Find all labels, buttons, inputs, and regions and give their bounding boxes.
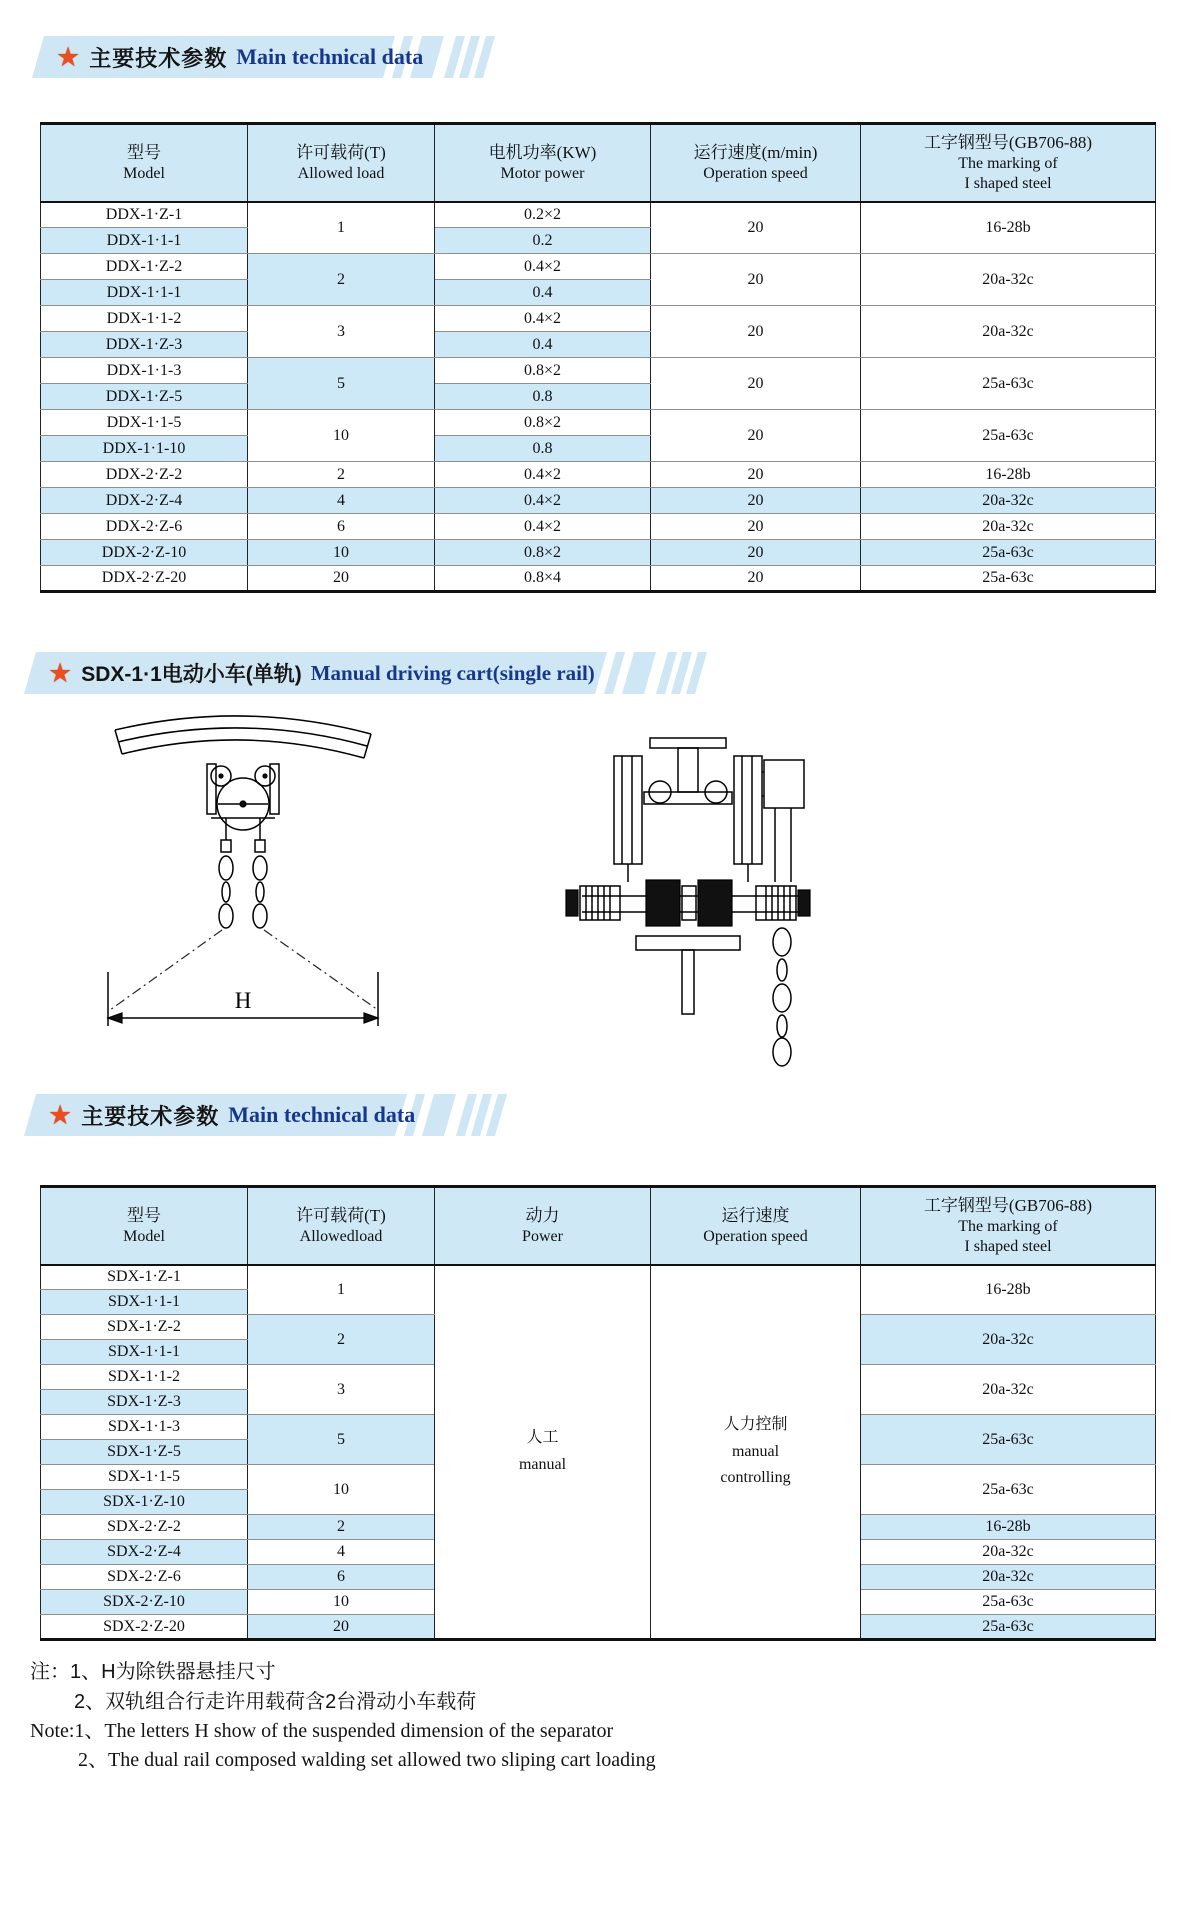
model-cell: SDX-1·1-2 — [41, 1365, 248, 1390]
model-cell: SDX-2·Z-4 — [41, 1540, 248, 1565]
load-cell: 20 — [248, 1615, 435, 1640]
power-cell: 0.2×2 — [435, 202, 651, 228]
steel-cell: 20a-32c — [861, 1565, 1156, 1590]
steel-cell: 20a-32c — [861, 254, 1156, 306]
note-en-line-1: Note:1、The letters H show of the suspended dimension of the separator — [30, 1720, 614, 1742]
note-zh-line-2: 2、双轨组合行走许用载荷含2台滑动小车载荷 — [74, 1691, 477, 1713]
section-title-zh: 主要技术参数 — [81, 1103, 220, 1129]
speed-cell: 20 — [651, 202, 861, 254]
steel-cell: 25a-63c — [861, 1590, 1156, 1615]
model-cell: SDX-1·Z-2 — [41, 1315, 248, 1340]
column-header: 运行速度(m/min) Operation speed — [651, 124, 861, 202]
model-cell: DDX-1·1-2 — [41, 306, 248, 332]
steel-cell: 25a-63c — [861, 1415, 1156, 1465]
suspension-hooks — [221, 818, 265, 852]
steel-cell: 20a-32c — [861, 306, 1156, 358]
power-cell: 0.8×2 — [435, 358, 651, 384]
column-header: 许可载荷(T) Allowedload — [248, 1187, 435, 1265]
power-cell: 0.8×4 — [435, 566, 651, 592]
column-header: 许可载荷(T) Allowed load — [248, 124, 435, 202]
model-cell: SDX-1·1-5 — [41, 1465, 248, 1490]
section-title-en: Manual driving cart(single rail) — [310, 660, 595, 685]
model-cell: SDX-1·Z-10 — [41, 1490, 248, 1515]
note-zh-line-1: 注：1、H为除铁器悬挂尺寸 — [30, 1661, 276, 1683]
i-beam-section — [644, 738, 732, 804]
model-cell: DDX-1·Z-1 — [41, 202, 248, 228]
load-cell: 5 — [248, 1415, 435, 1465]
model-cell: SDX-1·1-1 — [41, 1340, 248, 1365]
load-cell: 4 — [248, 488, 435, 514]
model-cell: DDX-1·1-1 — [41, 280, 248, 306]
model-cell: SDX-1·Z-1 — [41, 1265, 248, 1290]
lower-bracket — [636, 936, 740, 1014]
load-cell: 6 — [248, 514, 435, 540]
model-cell: DDX-1·Z-2 — [41, 254, 248, 280]
hoist-body — [217, 778, 269, 830]
column-header: 电机功率(KW) Motor power — [435, 124, 651, 202]
model-cell: SDX-1·Z-5 — [41, 1440, 248, 1465]
model-cell: DDX-1·1-1 — [41, 228, 248, 254]
speed-cell: 20 — [651, 358, 861, 410]
steel-cell: 16-28b — [861, 462, 1156, 488]
load-cell: 3 — [248, 306, 435, 358]
section-header-main-technical-data-1 — [38, 36, 438, 78]
section-header-main-technical-data-2 — [30, 1094, 450, 1136]
power-cell: 0.4 — [435, 332, 651, 358]
power-cell: 0.8 — [435, 384, 651, 410]
load-cell: 2 — [248, 462, 435, 488]
power-cell: 0.2 — [435, 228, 651, 254]
model-cell: SDX-1·1-3 — [41, 1415, 248, 1440]
model-cell: SDX-2·Z-20 — [41, 1615, 248, 1640]
model-cell: SDX-2·Z-10 — [41, 1590, 248, 1615]
speed-cell: 20 — [651, 254, 861, 306]
section-title-zh: SDX-1·1电动小车(单轨) — [81, 663, 302, 686]
steel-cell: 20a-32c — [861, 1365, 1156, 1415]
power-cell: 0.8×2 — [435, 540, 651, 566]
steel-cell: 25a-63c — [861, 540, 1156, 566]
power-cell: 0.4×2 — [435, 462, 651, 488]
load-cell: 20 — [248, 566, 435, 592]
speed-cell: 20 — [651, 410, 861, 462]
steel-cell: 16-28b — [861, 1515, 1156, 1540]
speed-cell: 人力控制 manual controlling — [651, 1265, 861, 1640]
column-header: 运行速度 Operation speed — [651, 1187, 861, 1265]
model-cell: SDX-1·Z-3 — [41, 1390, 248, 1415]
column-header: 型号 Model — [41, 124, 248, 202]
model-cell: DDX-2·Z-6 — [41, 514, 248, 540]
section-header-sdx-manual-cart — [30, 652, 650, 694]
power-cell: 0.4 — [435, 280, 651, 306]
ddx-technical-data-table — [40, 122, 1156, 593]
power-cell: 0.8×2 — [435, 410, 651, 436]
steel-cell: 20a-32c — [861, 1540, 1156, 1565]
h-dimension-line — [108, 972, 378, 1026]
steel-cell: 25a-63c — [861, 410, 1156, 462]
wheel-axle-assembly — [566, 880, 810, 926]
steel-cell: 20a-32c — [861, 514, 1156, 540]
technical-drawings — [0, 700, 1200, 1085]
column-header: 工字钢型号(GB706-88) The marking of I shaped steel — [861, 124, 1156, 202]
column-header: 型号 Model — [41, 1187, 248, 1265]
speed-cell: 20 — [651, 306, 861, 358]
star-icon: ★ — [48, 1099, 73, 1130]
section-title-zh: 主要技术参数 — [89, 45, 228, 71]
speed-cell: 20 — [651, 566, 861, 592]
steel-cell: 25a-63c — [861, 1465, 1156, 1515]
model-cell: DDX-2·Z-10 — [41, 540, 248, 566]
model-cell: DDX-1·Z-5 — [41, 384, 248, 410]
load-cell: 10 — [248, 410, 435, 462]
load-cell: 1 — [248, 202, 435, 254]
load-cell: 1 — [248, 1265, 435, 1315]
load-cell: 2 — [248, 1315, 435, 1365]
speed-cell: 20 — [651, 462, 861, 488]
load-cell: 3 — [248, 1365, 435, 1415]
model-cell: SDX-1·1-1 — [41, 1290, 248, 1315]
section-title-en: Main technical data — [236, 44, 424, 69]
curved-rail — [115, 716, 371, 758]
hand-chain — [773, 928, 791, 1066]
power-cell: 0.4×2 — [435, 306, 651, 332]
trolley-side-view-diagram — [566, 738, 810, 1066]
trolley-frame-plates — [614, 756, 762, 882]
power-cell: 0.4×2 — [435, 514, 651, 540]
steel-cell: 25a-63c — [861, 1615, 1156, 1640]
load-cell: 2 — [248, 254, 435, 306]
speed-cell: 20 — [651, 514, 861, 540]
steel-cell: 25a-63c — [861, 566, 1156, 592]
speed-cell: 20 — [651, 488, 861, 514]
power-cell: 人工 manual — [435, 1265, 651, 1640]
speed-cell: 20 — [651, 540, 861, 566]
h-dimension-label: H — [234, 988, 252, 1013]
steel-cell: 25a-63c — [861, 358, 1156, 410]
model-cell: DDX-2·Z-2 — [41, 462, 248, 488]
trolley-front-view-diagram — [108, 716, 378, 1026]
star-icon: ★ — [48, 657, 73, 688]
model-cell: DDX-1·Z-3 — [41, 332, 248, 358]
steel-cell: 20a-32c — [861, 488, 1156, 514]
model-cell: DDX-2·Z-4 — [41, 488, 248, 514]
load-cell: 10 — [248, 540, 435, 566]
load-cell: 4 — [248, 1540, 435, 1565]
model-cell: SDX-2·Z-2 — [41, 1515, 248, 1540]
steel-cell: 20a-32c — [861, 1315, 1156, 1365]
section-title-en: Main technical data — [228, 1102, 416, 1127]
power-cell: 0.4×2 — [435, 488, 651, 514]
model-cell: DDX-2·Z-20 — [41, 566, 248, 592]
load-cell: 5 — [248, 358, 435, 410]
star-icon: ★ — [56, 41, 81, 72]
column-header: 动力 Power — [435, 1187, 651, 1265]
power-cell: 0.8 — [435, 436, 651, 462]
hanging-chains — [219, 856, 267, 928]
model-cell: DDX-1·1-10 — [41, 436, 248, 462]
model-cell: DDX-1·1-5 — [41, 410, 248, 436]
load-cell: 6 — [248, 1565, 435, 1590]
load-cell: 2 — [248, 1515, 435, 1540]
trolley-wheels — [211, 766, 275, 786]
load-cell: 10 — [248, 1465, 435, 1515]
load-cell: 10 — [248, 1590, 435, 1615]
sdx-technical-data-table — [40, 1185, 1156, 1641]
steel-cell: 16-28b — [861, 202, 1156, 254]
note-en-line-2: 2、The dual rail composed walding set allowed two sliping cart loading — [78, 1749, 656, 1771]
column-header: 工字钢型号(GB706-88) The marking of I shaped steel — [861, 1187, 1156, 1265]
model-cell: SDX-2·Z-6 — [41, 1565, 248, 1590]
power-cell: 0.4×2 — [435, 254, 651, 280]
steel-cell: 16-28b — [861, 1265, 1156, 1315]
chain-wheel-cover — [762, 760, 804, 882]
model-cell: DDX-1·1-3 — [41, 358, 248, 384]
